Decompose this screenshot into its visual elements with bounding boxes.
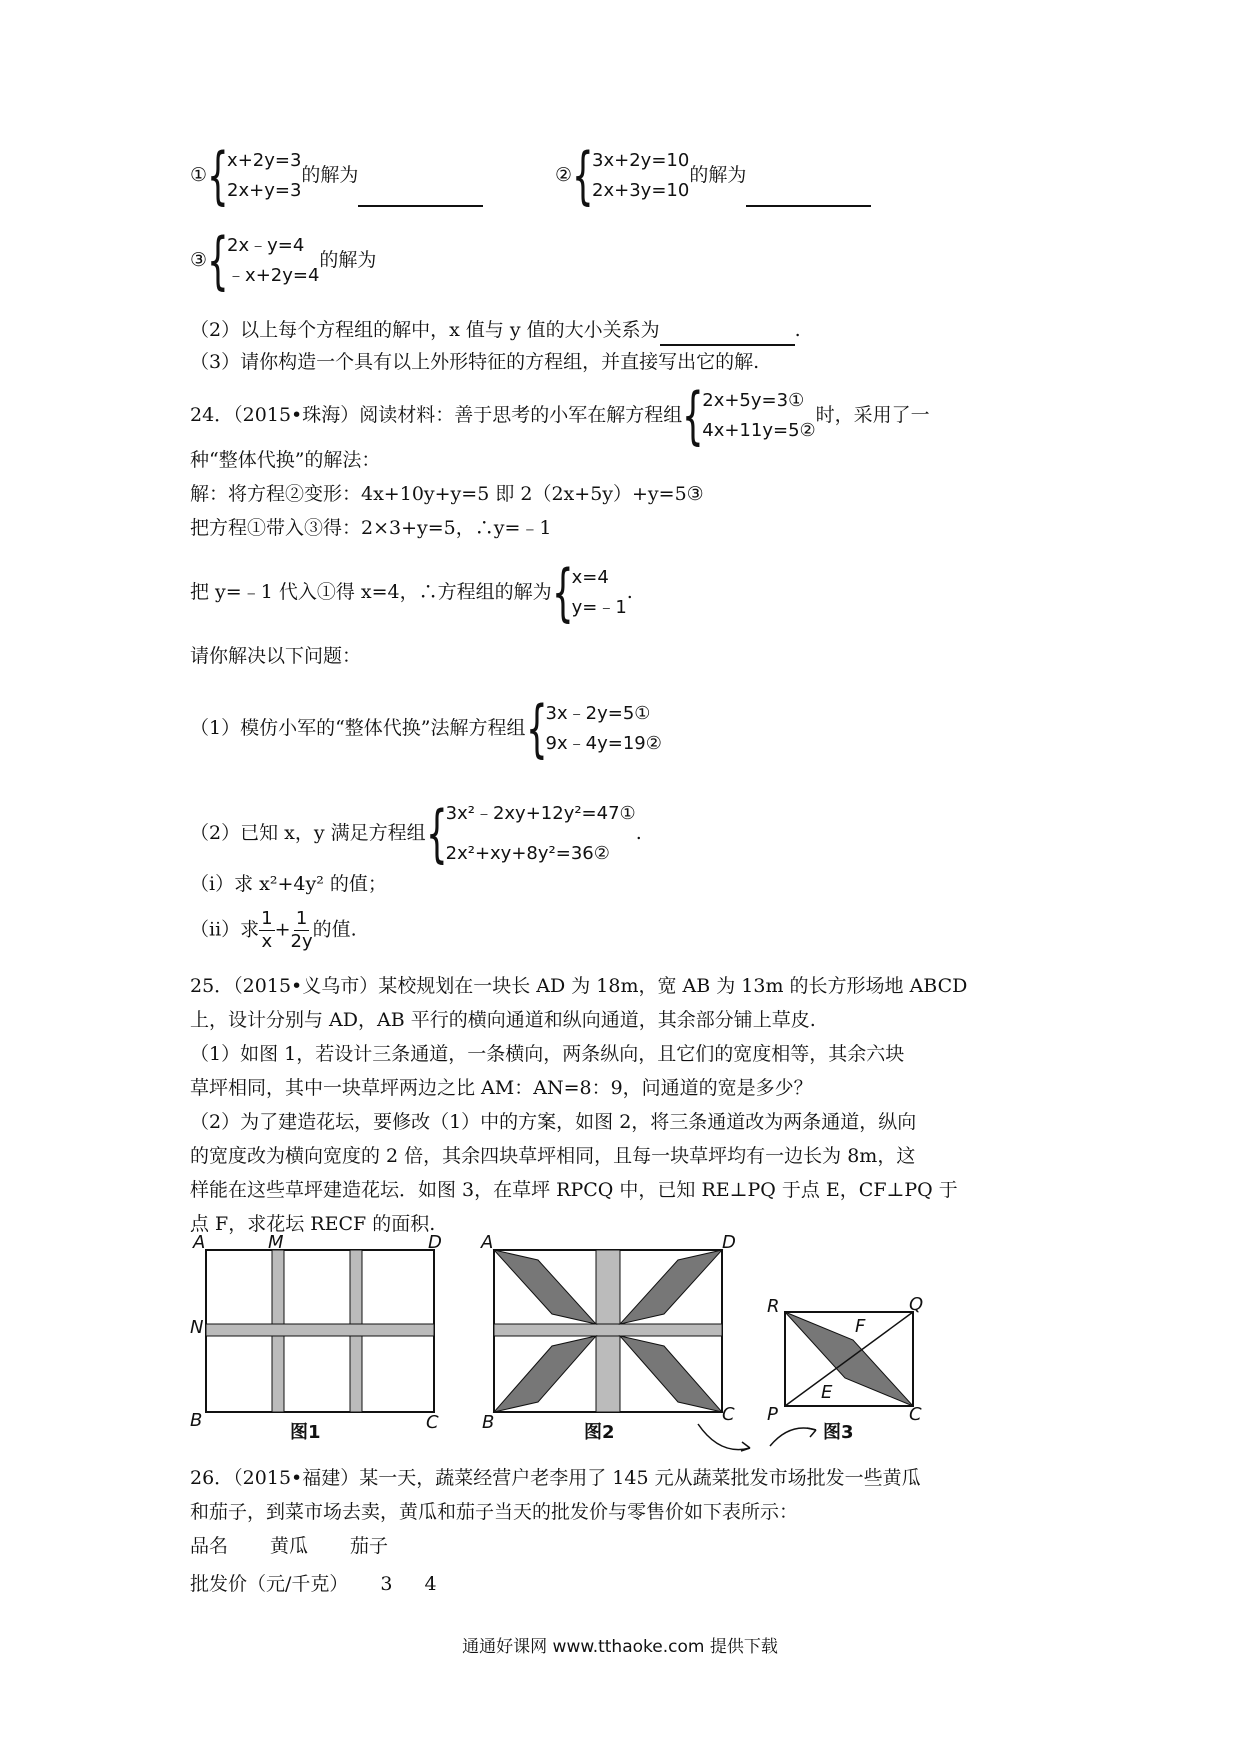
equation-system: { x+2y=3 2x+y=3 xyxy=(207,139,302,212)
equation: y=﹣1 xyxy=(571,597,627,618)
label-P: P xyxy=(767,1404,778,1425)
figure-3-drawing xyxy=(765,1300,925,1420)
label-B: B xyxy=(482,1412,495,1433)
label-C: C xyxy=(426,1412,439,1433)
q23-system-1 xyxy=(190,139,483,212)
q24-part-ii: （ii）求 $\frac{1}{x}$ + $\frac{1}{2y}$ 的值. xyxy=(190,908,357,952)
label-C: C xyxy=(909,1404,922,1425)
equation: ﹣x+2y=4 xyxy=(227,265,320,286)
q24-part1: （1）模仿小军的“整体代换”法解方程组 { 3x﹣2y=5① 9x﹣4y=19② xyxy=(190,692,662,765)
q23-system-3 xyxy=(190,224,377,297)
label-D: D xyxy=(722,1232,736,1253)
table-cell: 品名 xyxy=(190,1535,229,1557)
q25-line3: （1）如图 1，若设计三条通道，一条横向，两条纵向，且它们的宽度相等，其余六块 xyxy=(190,1043,905,1065)
q24-part-i: （i）求 x²+4y² 的值； xyxy=(190,873,387,895)
equation: 2x﹣y=4 xyxy=(227,235,305,256)
q25-line2: 上，设计分别与 AD，AB 平行的横向通道和纵向通道，其余部分铺上草皮. xyxy=(190,1009,816,1031)
label-F: F xyxy=(855,1316,866,1337)
equation: 3x+2y=10 xyxy=(592,150,690,171)
q26-table-row xyxy=(190,1568,437,1600)
text: 的解为 xyxy=(689,164,747,186)
equation: 2x+5y=3① xyxy=(702,390,805,411)
q25-line7: 样能在这些草坪建造花坛．如图 3，在草坪 RPCQ 中，已知 RE⊥PQ 于点 E，CF⊥PQ 于 xyxy=(190,1179,958,1201)
table-cell: 批发价（元/千克） xyxy=(190,1573,349,1595)
q25-line6: 的宽度改为横向宽度的 2 倍，其余四块草坪相同，且每一块草坪均有一边长为 8m，这 xyxy=(190,1145,916,1167)
q23-system-2 xyxy=(555,139,871,212)
equation: 2x+y=3 xyxy=(227,180,302,201)
text: 的解为 xyxy=(301,164,359,186)
table-cell: 3 xyxy=(380,1573,393,1595)
curved-arrow-icon xyxy=(690,1418,830,1458)
answer-blank xyxy=(358,183,483,207)
fraction: $\frac{1}{2y}$ xyxy=(290,908,313,952)
equation-system: { 3x+2y=10 2x+3y=10 xyxy=(572,139,690,212)
q24-line4: 把方程①带入③得：2×3+y=5，∴y=﹣1 xyxy=(190,517,552,539)
label-Q: Q xyxy=(909,1294,924,1315)
q24-line2: 种“整体代换”的解法： xyxy=(190,449,381,471)
figure-2 xyxy=(478,1232,738,1443)
caption-figure-2: 图2 xyxy=(584,1422,615,1443)
label-A: A xyxy=(193,1232,206,1253)
transition-arrows xyxy=(690,1418,830,1458)
table-cell: 茄子 xyxy=(350,1535,389,1557)
answer-blank xyxy=(746,183,871,207)
q26-line2: 和茄子，到菜市场去卖，黄瓜和茄子当天的批发价与零售价如下表所示： xyxy=(190,1501,799,1523)
caption-figure-3: 图3 xyxy=(823,1422,854,1443)
label-N: N xyxy=(190,1317,204,1338)
fraction: $\frac{1}{x}$ xyxy=(261,908,273,952)
solution-system: { x=4 y=﹣1 xyxy=(551,556,627,629)
label-A: A xyxy=(481,1232,494,1253)
caption-figure-1: 图1 xyxy=(290,1422,321,1443)
equation: x=4 xyxy=(571,567,609,588)
q25-line8: 点 F，求花坛 RECF 的面积. xyxy=(190,1213,436,1235)
q24-line6: 请你解决以下问题： xyxy=(190,645,362,667)
q25-line4: 草坪相同，其中一块草坪两边之比 AM：AN=8：9，问通道的宽是多少？ xyxy=(190,1077,813,1099)
q25-line1: 25．（2015•义乌市）某校规划在一块长 AD 为 18m，宽 AB 为 13m 的长方形场地 ABCD xyxy=(190,975,968,997)
q24-line5: 把 y=﹣1 代入①得 x=4，∴方程组的解为 { x=4 y=﹣1 . xyxy=(190,556,633,629)
equation: 2x+3y=10 xyxy=(592,180,690,201)
equation-system: { 2x﹣y=4 ﹣x+2y=4 xyxy=(207,224,320,297)
figure-3 xyxy=(765,1294,925,1425)
equation-system: { 2x+5y=3① 4x+11y=5② xyxy=(682,379,816,452)
equation: x+2y=3 xyxy=(227,150,302,171)
q24-intro: 24．（2015•珠海）阅读材料：善于思考的小军在解方程组 { 2x+5y=3① 4x+11y=5② 时，采用了一 xyxy=(190,379,930,452)
q23-part2: （2）以上每个方程组的解中，x 值与 y 值的大小关系为 . xyxy=(190,314,801,346)
label-E: E xyxy=(821,1382,833,1403)
label-D: D xyxy=(428,1232,442,1253)
label-B: B xyxy=(190,1410,203,1431)
label-C: C xyxy=(722,1404,735,1425)
table-cell: 黄瓜 xyxy=(270,1535,309,1557)
text: 的解为 xyxy=(319,249,377,271)
label-M: M xyxy=(268,1232,284,1253)
equation: 3x﹣2y=5① xyxy=(545,703,651,724)
equation: 9x﹣4y=19② xyxy=(545,733,662,754)
figure-1 xyxy=(190,1232,450,1443)
equation-system: { 3x²﹣2xy+12y²=47① 2x²+xy+8y²=36② xyxy=(426,794,636,874)
q23-part3: （3）请你构造一个具有以上外形特征的方程组，并直接写出它的解. xyxy=(190,351,760,373)
marker: ① xyxy=(190,164,208,186)
figure-1-drawing xyxy=(190,1240,450,1440)
q26-line1: 26．（2015•福建）某一天，蔬菜经营户老李用了 145 元从蔬菜批发市场批发一些黄瓜 xyxy=(190,1467,921,1489)
answer-blank xyxy=(660,322,795,346)
equation: 2x²+xy+8y²=36② xyxy=(445,843,610,864)
q26-table-header xyxy=(190,1530,388,1562)
q24-line3: 解：将方程②变形：4x+10y+y=5 即 2（2x+5y）+y=5③ xyxy=(190,483,704,505)
equation: 3x²﹣2xy+12y²=47① xyxy=(445,803,636,824)
marker: ② xyxy=(555,164,573,186)
page-footer: 通通好课网 www.tthaoke.com 提供下载 xyxy=(462,1637,778,1657)
equation-system: { 3x﹣2y=5① 9x﹣4y=19② xyxy=(525,692,662,765)
label-R: R xyxy=(767,1296,780,1317)
table-cell: 4 xyxy=(424,1573,437,1595)
marker: ③ xyxy=(190,249,208,271)
figure-2-drawing xyxy=(478,1240,738,1440)
q24-part2: （2）已知 x，y 满足方程组 { 3x²﹣2xy+12y²=47① 2x²+xy+8y²=36② . xyxy=(190,794,642,874)
q25-line5: （2）为了建造花坛，要修改（1）中的方案，如图 2，将三条通道改为两条通道，纵向 xyxy=(190,1111,917,1133)
equation: 4x+11y=5② xyxy=(702,420,816,441)
